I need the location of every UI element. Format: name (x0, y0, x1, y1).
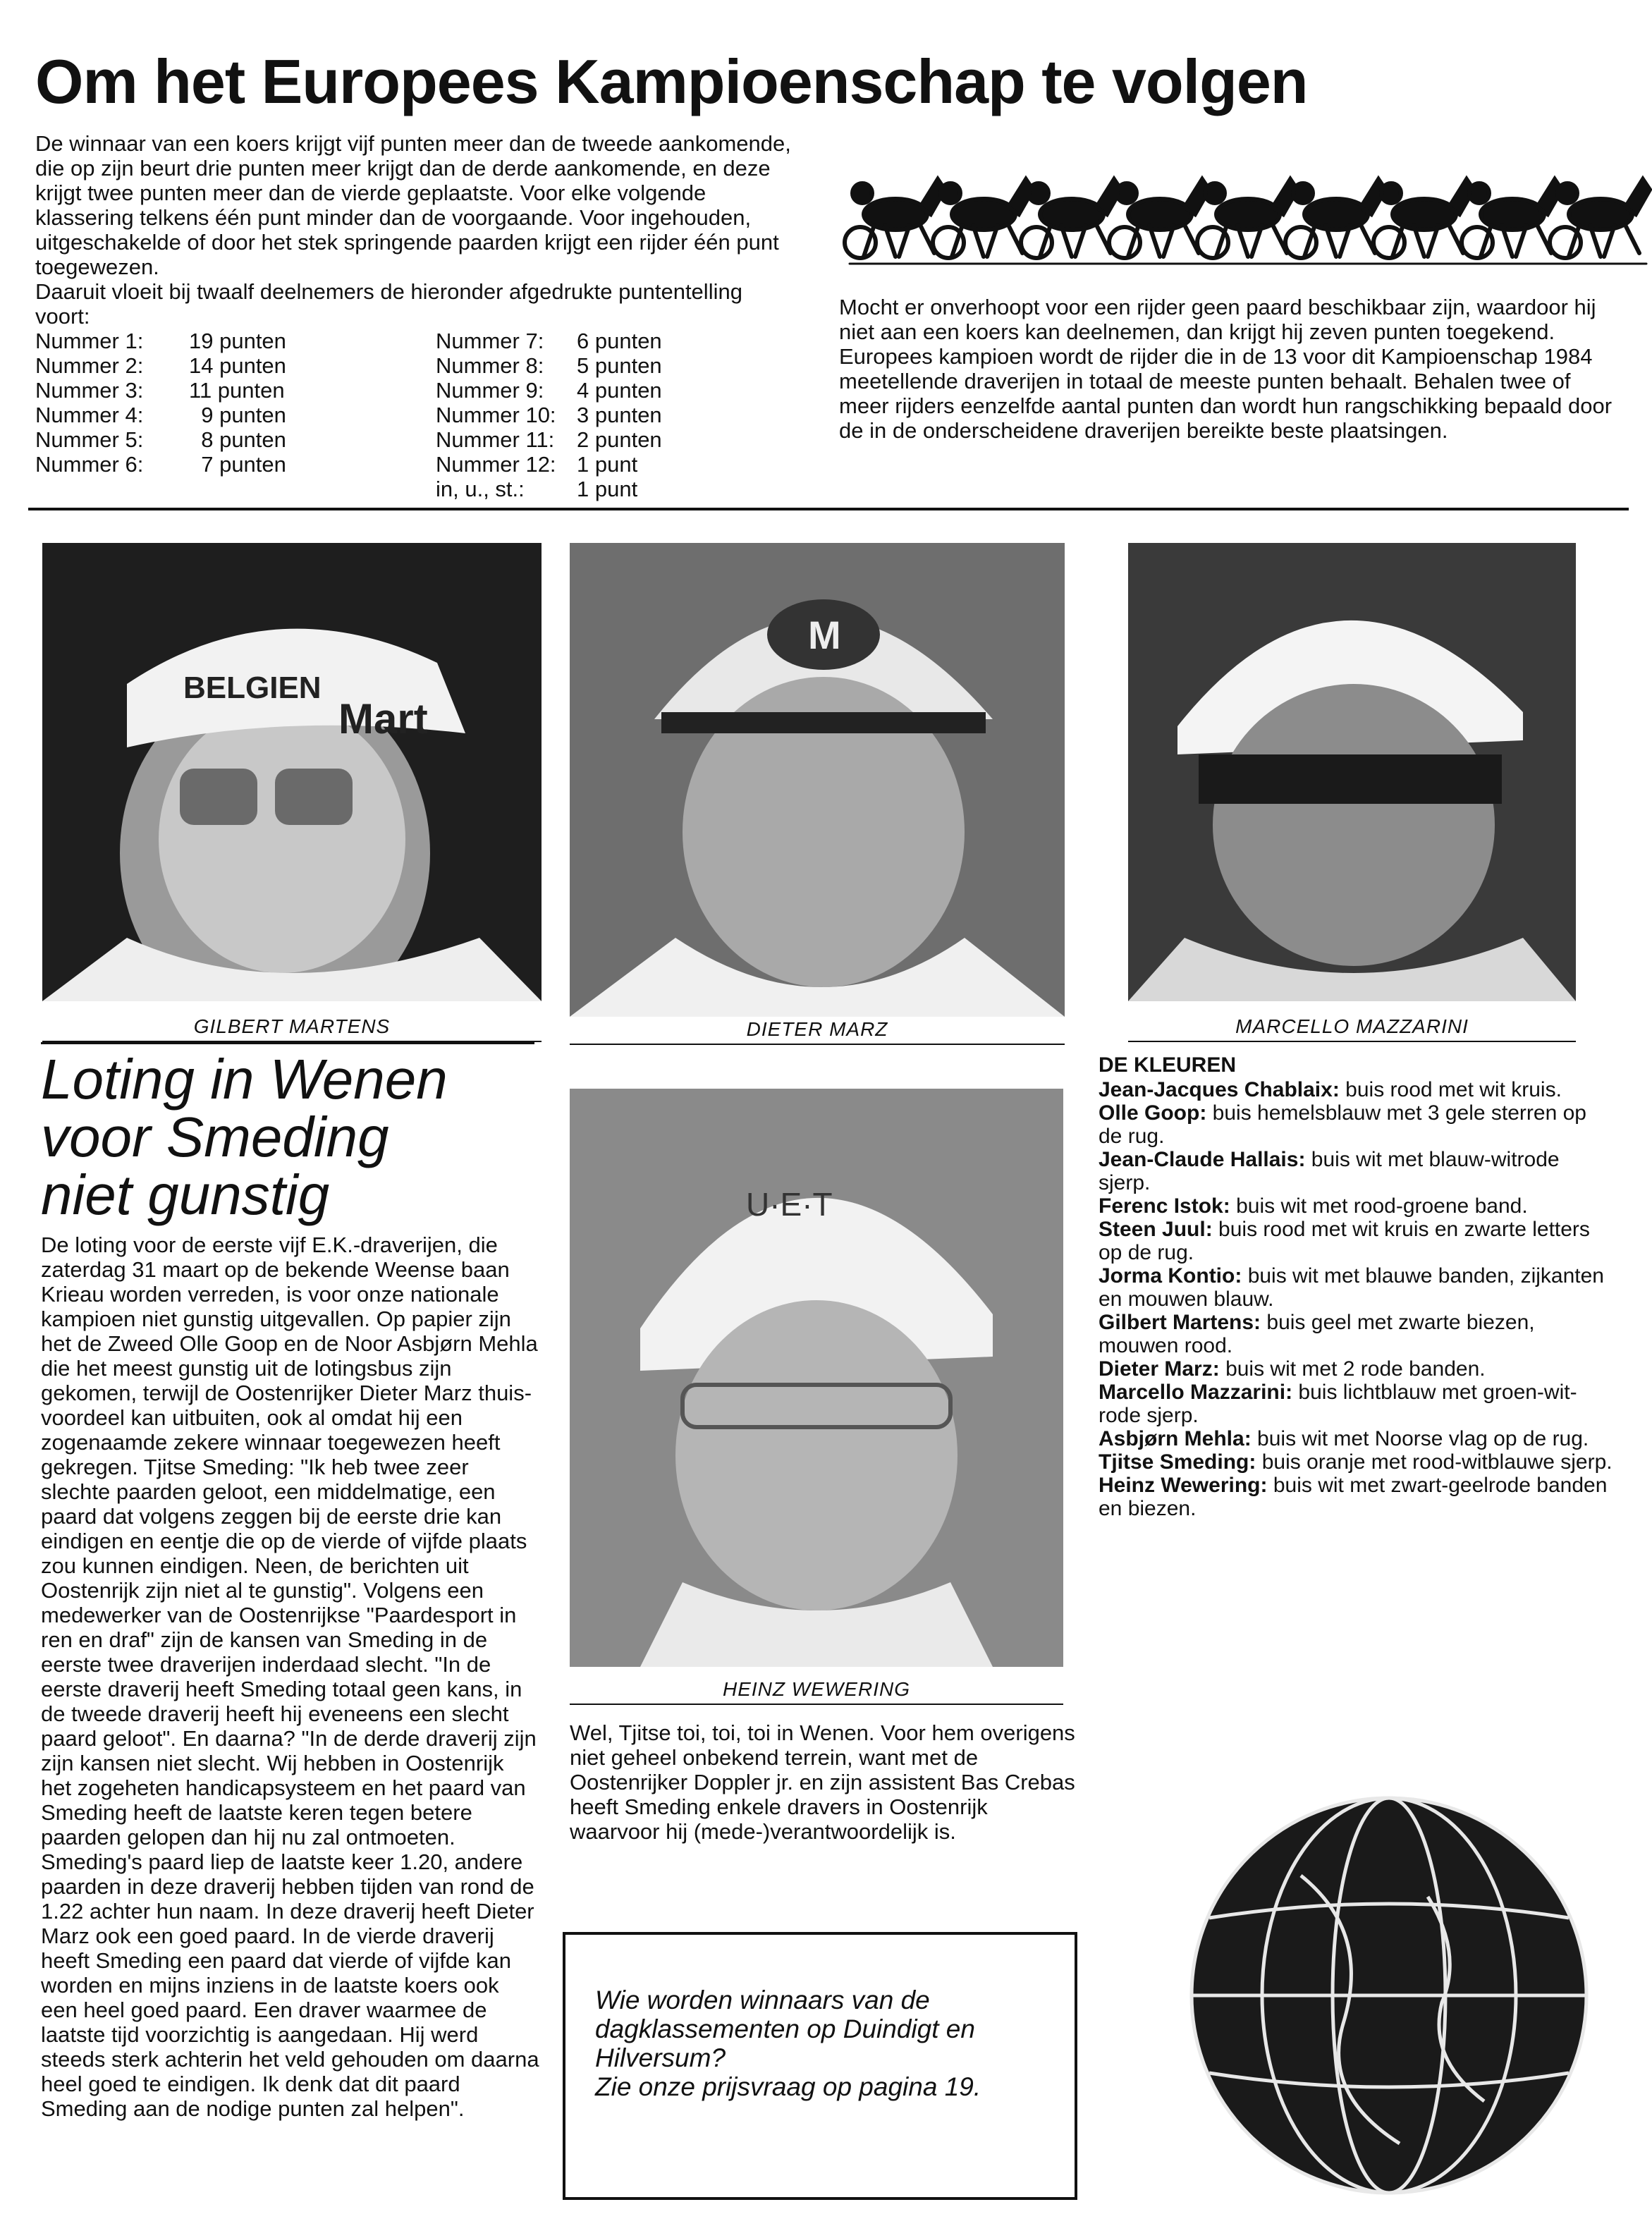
points-value: 14 punten (189, 353, 286, 378)
portrait-mazzarini (1128, 543, 1576, 1001)
silk-description: buis wit met zwart-geelrode banden en biezen. (1099, 1474, 1608, 1520)
points-value: 11 punten (189, 378, 285, 403)
color-entry (1099, 1148, 1613, 1194)
silk-description: buis wit met Noorse vlag op de rug. (1257, 1427, 1589, 1450)
article-title-line-3: niet gunstig (41, 1163, 330, 1226)
portrait-martens (42, 543, 542, 1001)
points-rank-label: Nummer 11: (436, 427, 555, 452)
points-value: 5 punten (577, 353, 662, 378)
points-value: 1 punt (577, 477, 638, 501)
points-rank-label: Nummer 6: (35, 452, 144, 477)
silk-description: buis wit met rood-groene band. (1236, 1194, 1528, 1218)
caption-dieter-marz: DIETER MARZ (570, 1018, 1065, 1045)
points-row (436, 427, 662, 452)
caption-marcello-mazzarini: MARCELLO MAZZARINI (1128, 1015, 1576, 1042)
rider-name: Jorma Kontio: (1099, 1264, 1242, 1288)
silk-description: buis wit met blauw-witrode sjerp. (1099, 1148, 1560, 1194)
points-row (436, 452, 662, 477)
silk-description: buis wit met 2 rode banden. (1225, 1357, 1486, 1381)
article-continuation-text: Wel, Tjitse toi, toi, toi in Wenen. Voor hem overigens niet geheel onbekend terrein, want met de Oostenrijker Doppler jr. en zijn assistent Bas Crebas heeft Smeding enkele dravers in Oostenrijk waarvoor hij (mede-)verantwoordelijk is. (570, 1720, 1075, 1844)
points-row (35, 353, 286, 378)
points-value: 6 punten (577, 329, 662, 353)
helmet-text-belgien: BELGIEN (183, 671, 322, 705)
points-value: 1 punt (577, 452, 638, 477)
helmet-text-m: M (808, 613, 841, 657)
rider-name: Olle Goop: (1099, 1101, 1207, 1125)
silk-description: buis geel met zwarte biezen, mouwen rood. (1099, 1311, 1535, 1357)
points-value: 7 punten (189, 452, 286, 477)
intro-right-paragraph-2: Europees kampioen wordt de rijder die in de 13 voor dit Kampioenschap 1984 meetellende draverijen in totaal de meeste punten behaalt. Behalen twee of meer rijders eenzelfde aantal punten dan wordt hun rangschikking bepaald door de in de onderscheidene draverijen bereikte beste plaatsingen. (839, 344, 1613, 443)
points-value: 9 punten (189, 403, 286, 427)
rider-name: Heinz Wewering: (1099, 1474, 1268, 1497)
trotter-silhouette (1021, 179, 1121, 258)
points-rank-label: Nummer 12: (436, 452, 556, 477)
contest-promo-box (563, 1932, 1077, 2200)
points-row (35, 378, 286, 403)
points-rank-label: Nummer 5: (35, 427, 144, 452)
points-rank-label: Nummer 2: (35, 353, 144, 378)
points-row (436, 329, 662, 353)
globe-illustration (1160, 1791, 1618, 2200)
color-entry (1099, 1078, 1613, 1101)
rider-name: Tjitse Smeding: (1099, 1450, 1256, 1474)
article-title (41, 1048, 534, 1226)
colors-list (1099, 1053, 1613, 1520)
photo-heinz-wewering (570, 1089, 1063, 1667)
points-row (35, 452, 286, 477)
color-entry (1099, 1101, 1613, 1148)
article-title-line-1: Loting in Wenen (41, 1048, 448, 1111)
points-row (35, 329, 286, 353)
rider-name: Jean-Jacques Chablaix: (1099, 1078, 1340, 1101)
trotter-silhouette (1285, 179, 1385, 258)
color-entry (1099, 1218, 1613, 1264)
contest-promo-text (595, 1986, 1053, 2101)
points-row (436, 353, 662, 378)
silk-description: buis lichtblauw met groen-wit-rode sjerp. (1099, 1381, 1577, 1427)
caption-heinz-wewering: HEINZ WEWERING (570, 1678, 1063, 1705)
portrait-wewering (570, 1089, 1063, 1667)
silk-description: buis hemelsblauw met 3 gele sterren op de rug. (1099, 1101, 1586, 1148)
trotter-silhouette (933, 179, 1033, 258)
points-rank-label: Nummer 8: (436, 353, 544, 378)
trotter-silhouette (1197, 179, 1297, 258)
article-body (41, 1233, 540, 2121)
points-column-right (436, 329, 662, 501)
color-entry (1099, 1381, 1613, 1427)
points-rank-label: Nummer 4: (35, 403, 144, 427)
intro-right-paragraph-1: Mocht er onverhoopt voor een rijder geen paard beschikbaar zijn, waardoor hij niet aan een koers kan deelnemen, dan krijgt hij zeven punten toegekend. (839, 295, 1596, 344)
silk-description: buis oranje met rood-witblauwe sjerp. (1261, 1450, 1613, 1474)
helmet-text-martens: Mart (338, 695, 428, 742)
color-entry (1099, 1427, 1613, 1450)
photo-gilbert-martens (42, 543, 542, 1001)
points-rank-label: Nummer 10: (436, 403, 556, 427)
portrait-marz (570, 543, 1065, 1017)
points-row (35, 403, 286, 427)
trotters-silhouette (843, 158, 1652, 285)
trotter-silhouette (1373, 179, 1474, 258)
points-row (436, 403, 662, 427)
rider-name: Dieter Marz: (1099, 1357, 1220, 1381)
rider-name: Steen Juul: (1099, 1218, 1213, 1241)
points-rank-label: Nummer 3: (35, 378, 144, 403)
intro-paragraph-2: Daaruit vloeit bij twaalf deelnemers de hieronder afgedrukte puntentelling voort: (35, 279, 742, 329)
rider-name: Gilbert Martens: (1099, 1311, 1261, 1334)
rider-name: Jean-Claude Hallais: (1099, 1148, 1306, 1171)
intro-left-text (35, 131, 797, 329)
color-entry (1099, 1474, 1613, 1520)
rider-name: Ferenc Istok: (1099, 1194, 1230, 1218)
trotters-illustration (843, 158, 1652, 285)
rider-name: Marcello Mazzarini: (1099, 1381, 1293, 1404)
trotter-silhouette (1462, 179, 1562, 258)
intro-paragraph-1: De winnaar van een koers krijgt vijf punten meer dan de tweede aankomende, die op zijn beurt drie punten meer krijgt dan de derde aankomende, en deze krijgt twee punten meer dan de vierde geplaatste. Voor elke volgende klassering telkens één punt minder dan de voorgaande. Voor ingehouden, uitgeschakelde of door het stek springende paarden krijgt een rijder één punt toegewezen. (35, 131, 791, 279)
photo-marcello-mazzarini (1128, 543, 1576, 1001)
colors-entries (1099, 1078, 1613, 1520)
caption-gilbert-martens: GILBERT MARTENS (42, 1015, 542, 1042)
color-entry (1099, 1357, 1613, 1381)
points-value: 19 punten (189, 329, 286, 353)
article-title-rule (41, 1042, 534, 1044)
silk-description: buis rood met wit kruis. (1345, 1078, 1562, 1101)
points-rank-label: in, u., st.: (436, 477, 525, 501)
points-row (436, 378, 662, 403)
points-rank-label: Nummer 7: (436, 329, 544, 353)
helmet-text-uet: U·E·T (746, 1186, 833, 1223)
points-rank-label: Nummer 1: (35, 329, 144, 353)
points-value: 8 punten (189, 427, 286, 452)
intro-right-text (839, 295, 1622, 443)
points-rank-label: Nummer 9: (436, 378, 544, 403)
trotter-silhouette (845, 179, 945, 258)
silk-description: buis rood met wit kruis en zwarte letters op de rug. (1099, 1218, 1590, 1264)
article-title-line-2: voor Smeding (41, 1106, 389, 1168)
rider-name: Asbjørn Mehla: (1099, 1427, 1252, 1450)
article-continuation (570, 1720, 1077, 1844)
points-row (35, 427, 286, 452)
points-value: 3 punten (577, 403, 662, 427)
points-column-left (35, 329, 286, 477)
article-body-text: De loting voor de eerste vijf E.K.-draverijen, die zaterdag 31 maart op de bekende Weense baan Krieau worden verreden, is voor onze nationale kampioen niet gunstig uitgevallen. Op papier zijn het de Zweed Olle Goop en de Noor Asbjørn Mehla die het meest gunstig uit de lotingsbus zijn gekomen, terwijl de Oostenrijker Dieter Marz thuis-voordeel kan uitbuiten, ook al omdat hij een zogenaamde zekere winnaar toegewezen heeft gekregen. Tjitse Smeding: "Ik heb twee zeer slechte paarden geloot, een middelmatige, een paard dat volgens zeggen bij de eerste drie kan eindigen en eentje die op de vierde of vijfde plaats zou kunnen eindigen. Neen, de berichten uit Oostenrijk zijn niet al te gunstig". Volgens een medewerker van de Oostenrijkse "Paardesport in ren en draf" zijn de kansen van Smeding in de eerste twee draverijen inderdaad slecht. "In de eerste draverij heeft Smeding totaal geen kans, in de tweede draverij heeft hij eveneens een slecht paard geloot". En daarna? "In de derde draverij zijn zijn kansen niet slecht. Wij hebben in Oostenrijk het zogeheten handicapsysteem en het paard van Smeding heeft de laatste keren tegen betere paarden gelopen dan hij nu zal ontmoeten. Smeding's paard liep de laatste keer 1.20, andere paarden in deze draverij hebben tijden van rond de 1.22 achter hun naam. In deze draverij heeft Dieter Marz ook een goed paard. In de vierde draverij heeft Smeding een paard dat vierde of vijfde kan worden en mijns inziens in de laatste koers ook een heel goed paard. Een draver waarmee de laatste tijd voorzichtig is aangedaan. Hij werd steeds sterk achterin het veld gehouden om daarna heel goed te eindigen. Ik denk dat dit paard Smeding aan de nodige punten zal helpen". (41, 1233, 539, 2121)
silk-description: buis wit met blauwe banden, zijkanten en mouwen blauw. (1099, 1264, 1604, 1311)
points-value: 4 punten (577, 378, 662, 403)
color-entry (1099, 1450, 1613, 1474)
promo-line-1: Wie worden winnaars van de dagklassementen op Duindigt en Hilversum? (595, 1986, 975, 2072)
colors-heading: DE KLEUREN (1099, 1053, 1237, 1077)
points-value: 2 punten (577, 427, 662, 452)
section-divider (28, 508, 1629, 510)
globe-trotters-icon (1160, 1791, 1618, 2200)
promo-line-2: Zie onze prijsvraag op pagina 19. (595, 2072, 981, 2101)
photo-dieter-marz (570, 543, 1065, 1017)
points-row (436, 477, 662, 501)
color-entry (1099, 1194, 1613, 1218)
color-entry (1099, 1311, 1613, 1357)
trotter-silhouette (1550, 179, 1650, 258)
page-headline: Om het Europees Kampioenschap te volgen (35, 47, 1308, 116)
color-entry (1099, 1264, 1613, 1311)
trotter-silhouette (1109, 179, 1209, 258)
